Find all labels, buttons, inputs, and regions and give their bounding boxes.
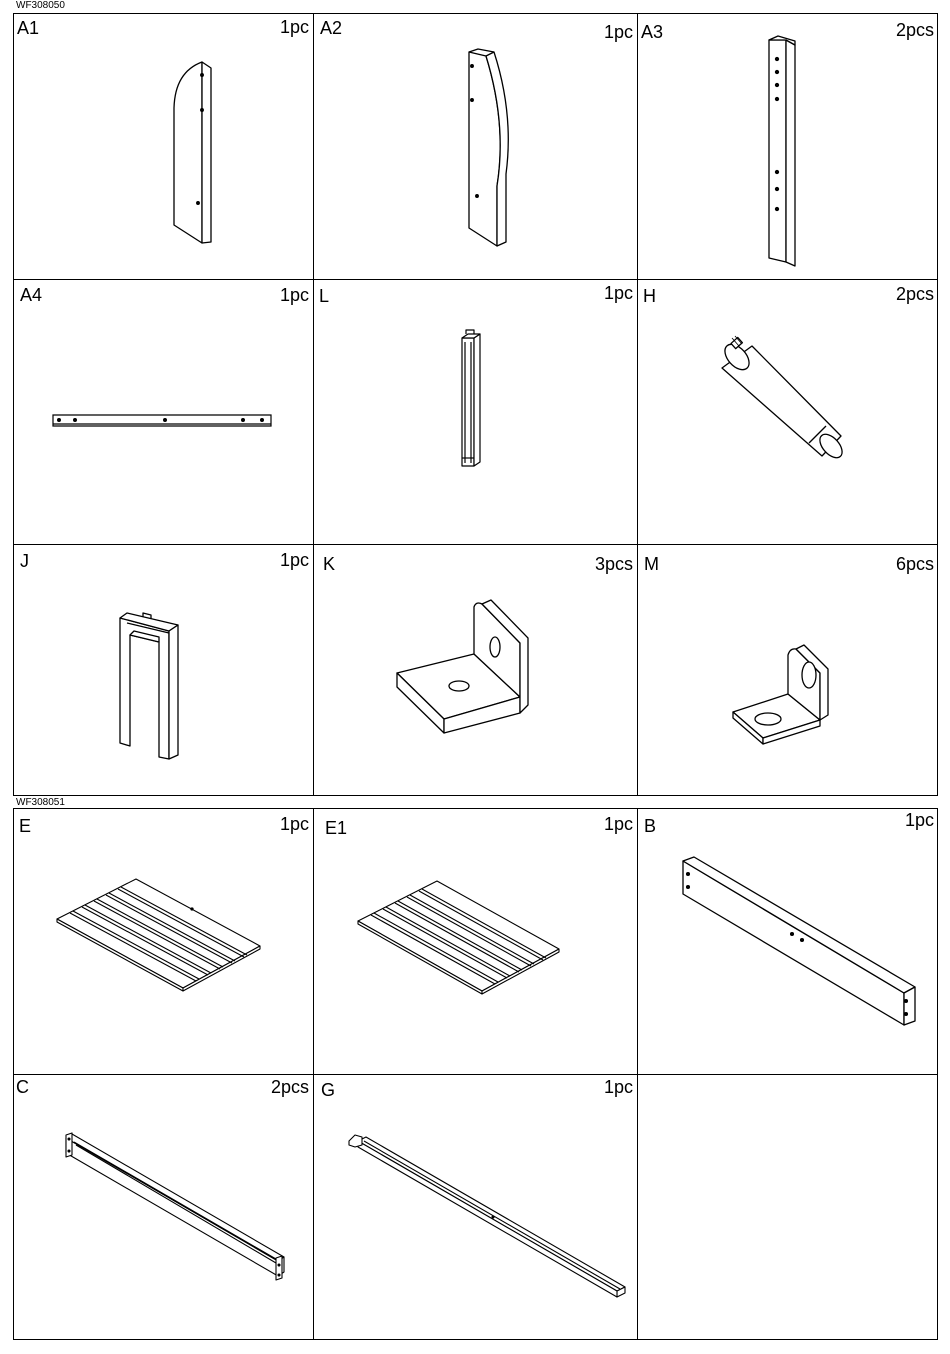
part-cell-e bbox=[14, 809, 314, 1075]
parts-grid-2 bbox=[13, 808, 938, 1340]
panel-face bbox=[174, 62, 202, 243]
part-quantity: 6pcs bbox=[895, 554, 934, 574]
part-code: E bbox=[19, 816, 32, 836]
slat-panel-icon bbox=[314, 809, 638, 1075]
part-code: L bbox=[319, 286, 330, 306]
part-cell-h bbox=[638, 280, 938, 545]
part-quantity: 1pc bbox=[603, 22, 633, 42]
part-quantity: 1pc bbox=[279, 285, 309, 305]
footboard-rail-icon bbox=[638, 809, 938, 1075]
side-rail-icon bbox=[14, 1075, 314, 1340]
parts-grid-1 bbox=[13, 13, 938, 796]
headboard-panel-right-icon bbox=[314, 14, 638, 280]
u-frame-icon bbox=[14, 545, 314, 796]
part-code: A1 bbox=[17, 18, 40, 38]
part-quantity: 1pc bbox=[279, 17, 309, 37]
part-code: H bbox=[643, 286, 656, 306]
tapered-leg-icon bbox=[638, 280, 938, 545]
center-leg-icon bbox=[314, 280, 638, 545]
part-quantity: 1pc bbox=[279, 550, 309, 570]
part-cell-l bbox=[314, 280, 638, 545]
part-quantity: 1pc bbox=[603, 814, 633, 834]
part-code: M bbox=[644, 554, 659, 574]
part-quantity: 1pc bbox=[279, 814, 309, 834]
center-rail-icon bbox=[314, 1075, 638, 1340]
small-l-bracket-icon bbox=[638, 545, 938, 796]
flat-bar-icon bbox=[14, 280, 314, 545]
part-cell-c bbox=[14, 1075, 314, 1340]
part-quantity: 1pc bbox=[904, 810, 934, 830]
empty-cell bbox=[638, 1075, 938, 1340]
part-quantity: 2pcs bbox=[895, 20, 934, 40]
vertical-post-icon bbox=[638, 14, 938, 280]
part-cell-b bbox=[638, 809, 938, 1075]
part-code: B bbox=[644, 816, 657, 836]
part-code: C bbox=[16, 1077, 29, 1097]
panel-edge bbox=[202, 62, 211, 243]
part-cell-a1 bbox=[14, 14, 314, 280]
part-cell-k bbox=[314, 545, 638, 796]
part-code: K bbox=[323, 554, 336, 574]
slat-panel-icon bbox=[14, 809, 314, 1075]
part-code: A4 bbox=[20, 285, 43, 305]
headboard-panel-left-icon bbox=[14, 14, 314, 280]
part-cell-a3 bbox=[638, 14, 938, 280]
part-quantity: 2pcs bbox=[895, 284, 934, 304]
sheet-code-2: WF308051 bbox=[16, 797, 65, 808]
part-quantity: 1pc bbox=[603, 1077, 633, 1097]
part-quantity: 3pcs bbox=[594, 554, 633, 574]
sheet-code-1: WF308050 bbox=[16, 0, 65, 11]
part-cell-e1 bbox=[314, 809, 638, 1075]
part-cell-a4 bbox=[14, 280, 314, 545]
part-cell-j bbox=[14, 545, 314, 796]
part-code: A3 bbox=[641, 22, 664, 42]
part-code: G bbox=[321, 1080, 336, 1100]
part-cell-g bbox=[314, 1075, 638, 1340]
part-code: J bbox=[20, 551, 29, 571]
large-l-bracket-icon bbox=[314, 545, 638, 796]
part-code: E1 bbox=[325, 818, 348, 838]
part-cell-m bbox=[638, 545, 938, 796]
part-quantity: 2pcs bbox=[270, 1077, 309, 1097]
part-cell-a2 bbox=[314, 14, 638, 280]
part-code: A2 bbox=[320, 18, 343, 38]
part-quantity: 1pc bbox=[603, 283, 633, 303]
